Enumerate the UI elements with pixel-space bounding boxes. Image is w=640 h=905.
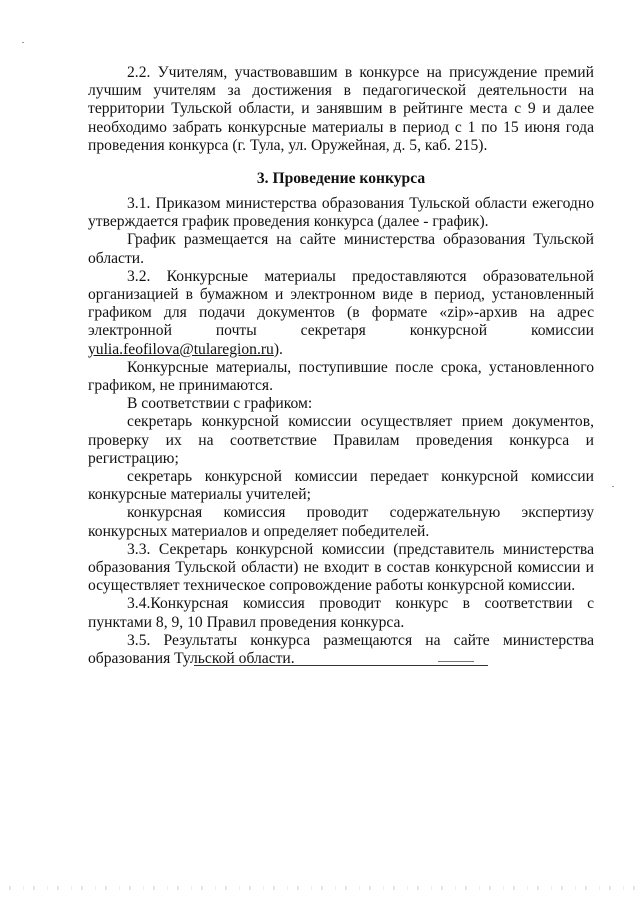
paragraph-schedule-intro: В соответствии с графиком: bbox=[127, 395, 313, 413]
paragraph-2-2-block bbox=[88, 64, 594, 155]
rule-scan-artifact bbox=[438, 661, 474, 662]
paragraph-3-2-text: 3.2. Конкурсные материалы предоставляются образовательной организацией в бумажном и электронном виде в период, установленный графиком для подачи документов (в формате «zip»-архив на адрес электронной почты секретаря конкурсной комиссии bbox=[88, 267, 594, 340]
paragraph-late-materials: Конкурсные материалы, поступившие после срока, установленного графиком, не принимаются. bbox=[88, 358, 594, 395]
paragraph-2-2: 2.2. Учителям, участвовавшим в конкурсе на присуждение премий лучшим учителям за достижения в педагогической деятельности на территории Тульской области, и занявшим в рейтинге места с 9 и далее необходимо забрать конкурсные материалы в период с 1 по 15 июня года проведения конкурса (г. Тула, ул. Оружейная, д. 5, каб. 215). bbox=[88, 64, 594, 154]
paragraph-3-1-schedule-site: График размещается на сайте министерства образования Тульской области. bbox=[88, 231, 594, 267]
scan-edge-noise bbox=[0, 886, 640, 890]
paragraph-3-2 bbox=[88, 268, 594, 359]
paragraph-3-5: 3.5. Результаты конкурса размещаются на сайте министерства образования Тульской области. bbox=[88, 631, 594, 668]
paragraph-3-2-end: ). bbox=[273, 340, 283, 358]
paragraph-3-3: 3.3. Секретарь конкурсной комиссии (представитель министерства образования Тульской области) не входит в состав конкурсной комиссии и осуществляет техническое сопровождение работы конкурсной комиссии. bbox=[88, 540, 594, 595]
scan-dot bbox=[612, 486, 614, 487]
paragraph-commission-review: конкурсная комиссия проводит содержательную экспертизу конкурсных материалов и определяет победителей. bbox=[88, 504, 594, 540]
paragraph-3-4: 3.4.Конкурсная комиссия проводит конкурс в соответствии с пунктами 8, 9, 10 Правил проведения конкурса. bbox=[88, 595, 594, 631]
scan-dot bbox=[22, 42, 24, 43]
email-link[interactable]: yulia.feofilova@tularegion.ru bbox=[88, 340, 274, 358]
paragraph-secretary-transfers: секретарь конкурсной комиссии передает конкурсной комиссии конкурсные материалы учителей; bbox=[88, 468, 594, 504]
section-3-body bbox=[88, 195, 594, 668]
paragraph-3-1: 3.1. Приказом министерства образования Тульской области ежегодно утверждается график проведения конкурса (далее - график). bbox=[88, 195, 594, 231]
paragraph-secretary-receives: секретарь конкурсной комиссии осуществляет прием документов, проверку их на соответствие Правилам проведения конкурса и регистрацию; bbox=[88, 413, 594, 467]
end-of-document-rule bbox=[194, 665, 488, 666]
section-3-heading: 3. Проведение конкурса bbox=[256, 170, 426, 187]
